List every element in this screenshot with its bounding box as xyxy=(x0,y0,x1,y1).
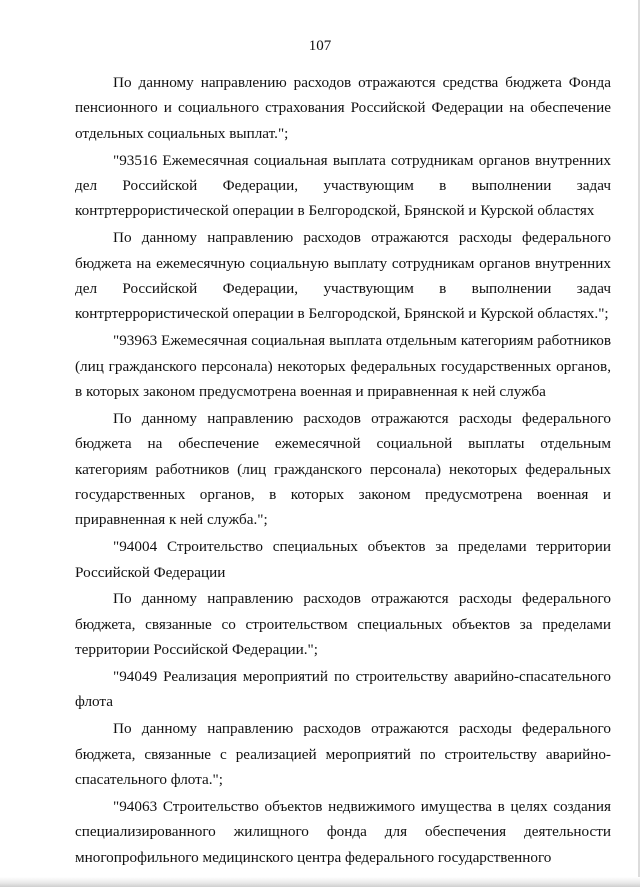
paragraph: По данному направлению расходов отражаются расходы федерального бюджета, связанные с реализацией мероприятий по строительству аварийно-спасательного флота."; xyxy=(75,720,611,789)
paragraph: По данному направлению расходов отражаются расходы федерального бюджета на обеспечение ежемесячной социальной выплаты отдельным категориям работников (лиц гражданского персонала) некоторых федеральных государственных органов, в которых законом предусмотрена военная и приравненная к ней служба."; xyxy=(75,409,611,529)
paragraph-code-heading: "94004 Строительство специальных объектов за пределами территории Российской Федерации xyxy=(75,538,611,581)
paragraph: По данному направлению расходов отражаются расходы федерального бюджета на ежемесячную социальную выплату сотрудникам органов внутренних дел Российской Федерации, участвующим в выполнении задач контртеррористической операции в Белгородской, Брянской и Курской областях."; xyxy=(75,229,611,323)
document-body xyxy=(75,70,611,872)
paragraph-code-heading: "94049 Реализация мероприятий по строительству аварийно-спасательного флота xyxy=(75,668,611,711)
page-number: 107 xyxy=(308,38,332,54)
paragraph-code-heading: "94063 Строительство объектов недвижимого имущества в целях создания специализированного жилищного фонда для обеспечения деятельности многопрофильного медицинского центра федерального государственного xyxy=(75,797,611,866)
scan-bottom-edge xyxy=(0,877,640,887)
paragraph-code-heading: "93516 Ежемесячная социальная выплата сотрудникам органов внутренних дел Российской Федерации, участвующим в выполнении задач контртеррористической операции в Белгородской, Брянской и Курской областях xyxy=(75,151,611,220)
paragraph-code-heading: "93963 Ежемесячная социальная выплата отдельным категориям работников (лиц гражданского персонала) некоторых федеральных государственных органов, в которых законом предусмотрена военная и приравненная к ней служба xyxy=(75,332,611,401)
paragraph: По данному направлению расходов отражаются средства бюджета Фонда пенсионного и социального страхования Российской Федерации на обеспечение отдельных социальных выплат."; xyxy=(75,74,611,142)
paragraph: По данному направлению расходов отражаются расходы федерального бюджета, связанные со строительством специальных объектов за пределами территории Российской Федерации."; xyxy=(75,590,611,659)
